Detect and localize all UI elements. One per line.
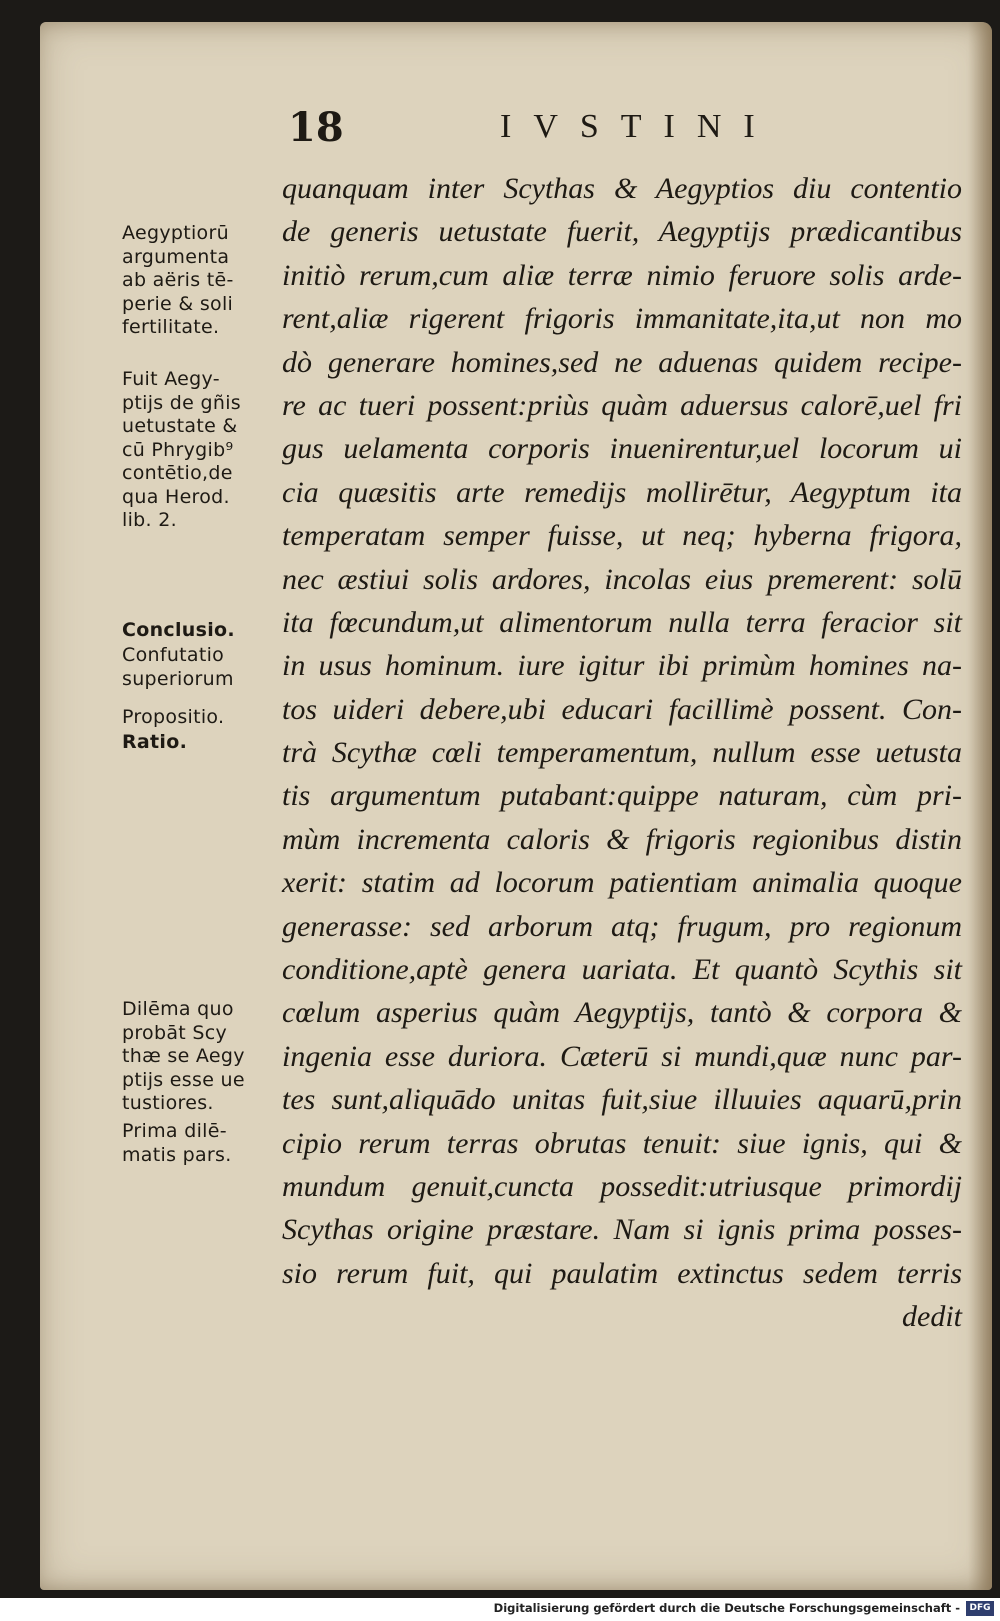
- text-line: tos uideri debere,ubi educari facillimè possent. Con-: [282, 692, 962, 726]
- margin-note-line: uetustate &: [122, 415, 238, 437]
- text-line: sio rerum fuit, qui paulatim extinctus sedem terris: [282, 1256, 962, 1290]
- text-line: nec æstiui solis ardores, incolas eius premerent: solū: [282, 562, 962, 596]
- text-line: dedit: [902, 1300, 962, 1334]
- text-line: tes sunt,aliquādo unitas fuit,siue illuuies aquarū,prin: [282, 1083, 962, 1117]
- margin-note-dilemma: [122, 998, 245, 1116]
- margin-note-line: tustiores.: [122, 1092, 214, 1114]
- margin-note-line: ptijs de gñis: [122, 391, 241, 414]
- margin-note-ratio: [122, 731, 187, 755]
- margin-note-line: thæ se Aegy: [122, 1045, 245, 1067]
- text-line: re ac tueri possent:priùs quàm aduersus calorē,uel fri: [282, 388, 962, 422]
- page-edge-shadow: [968, 22, 992, 1590]
- text-line: tis argumentum putabant:quippe naturam, cùm pri-: [282, 779, 962, 813]
- text-line: trà Scythæ cœli temperamentum, nullum esse uetusta: [282, 736, 962, 770]
- text-line: temperatam semper fuisse, ut neq; hyberna frigora,: [282, 519, 962, 553]
- margin-note-line: Dilēma quo: [122, 998, 234, 1020]
- text-line: ita fœcundum,ut alimentorum nulla terra feracior sit: [282, 605, 962, 639]
- margin-note-confutatio: [122, 644, 234, 691]
- text-line: cœlum asperius quàm Aegyptijs, tantò & corpora &: [282, 996, 962, 1030]
- margin-note-line: superiorum: [122, 667, 234, 690]
- text-line: in usus hominum. iure igitur ibi primùm homines na-: [282, 649, 962, 683]
- margin-note-line: contētio,de: [122, 462, 233, 484]
- footer-credit: Digitalisierung gefördert durch die Deutsche Forschungsgemeinschaft -: [493, 1601, 960, 1615]
- margin-note-line: lib. 2.: [122, 509, 177, 531]
- text-line: quanquam inter Scythas & Aegyptios diu contentio: [282, 172, 962, 205]
- text-line: cia quæsitis arte remedijs mollirētur, Aegyptum ita: [282, 475, 962, 509]
- margin-note-line: Fuit Aegy-: [122, 368, 220, 390]
- text-line: rent,aliæ rigerent frigoris immanitate,ita,ut non mo: [282, 302, 962, 336]
- margin-note-propositio: [122, 706, 224, 730]
- margin-note-line: probāt Scy: [122, 1021, 228, 1044]
- margin-note-line: ptijs esse ue: [122, 1068, 245, 1091]
- margin-note-line: Propositio.: [122, 706, 225, 728]
- text-line: gus uelamenta corporis inuenirentur,uel locorum ui: [282, 432, 962, 466]
- margin-note-line: matis pars.: [122, 1143, 232, 1166]
- body-text: [282, 167, 962, 1339]
- book-page: [40, 22, 992, 1590]
- page-header: [40, 102, 992, 152]
- margin-note-aegyptiorum: [122, 222, 234, 340]
- margin-note-line: perie & soli: [122, 292, 234, 315]
- text-line: conditione,aptè genera uariata. Et quantò Scythis sit: [282, 953, 962, 987]
- running-head: IVSTINI: [500, 108, 777, 145]
- margin-note-line: Confutatio: [122, 644, 225, 666]
- text-line: initiò rerum,cum aliæ terræ nimio feruore solis arde-: [282, 258, 962, 292]
- page-number: 18: [288, 104, 344, 151]
- margin-note-line: cū Phrygib⁹: [122, 438, 234, 461]
- text-line: ingenia esse duriora. Cæterū si mundi,quæ nunc par-: [282, 1039, 962, 1073]
- text-line: cipio rerum terras obrutas tenuit: siue ignis, qui &: [282, 1126, 962, 1160]
- margin-note-line: argumenta: [122, 245, 230, 268]
- margin-note-conclusio: [122, 619, 235, 643]
- margin-note-line: qua Herod.: [122, 485, 230, 508]
- margin-note-line: Conclusio.: [122, 619, 235, 641]
- margin-note-prima-pars: [122, 1120, 232, 1167]
- margin-note-line: Prima dilē-: [122, 1120, 227, 1142]
- text-line: generasse: sed arborum atq; frugum, pro regionum: [282, 909, 962, 943]
- margin-note-line: fertilitate.: [122, 316, 220, 338]
- text-line: mùm incrementa caloris & frigoris regionibus distin: [282, 822, 962, 856]
- margin-note-line: ab aëris tē-: [122, 269, 234, 291]
- dfg-logo: DFG: [966, 1601, 994, 1616]
- text-line: de generis uetustate fuerit, Aegyptijs prædicantibus: [282, 215, 962, 249]
- margin-note-line: Aegyptiorū: [122, 222, 229, 244]
- digitization-footer: [0, 1598, 1000, 1621]
- text-line: mundum genuit,cuncta possedit:utriusque primordij: [282, 1169, 962, 1203]
- margin-note-line: Ratio.: [122, 731, 188, 753]
- margin-note-fuit-aegyptijs: [122, 368, 241, 533]
- text-line: Scythas origine præstare. Nam si ignis prima posses-: [282, 1213, 962, 1247]
- text-line: xerit: statim ad locorum patientiam animalia quoque: [282, 866, 962, 900]
- text-line: dò generare homines,sed ne aduenas quidem recipe-: [282, 345, 962, 379]
